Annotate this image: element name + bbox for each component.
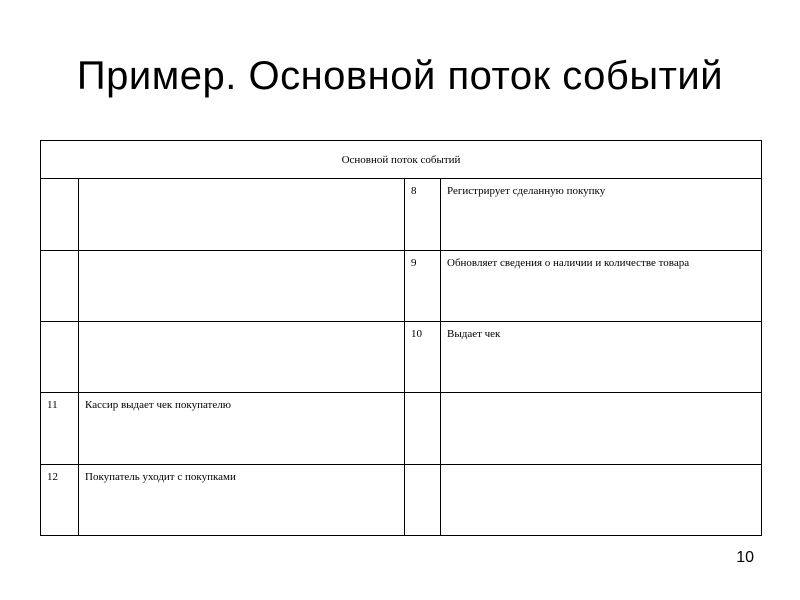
actor-step-text — [79, 250, 405, 321]
slide-title: Пример. Основной поток событий — [76, 54, 724, 98]
system-step-text: Регистрирует сделанную покупку — [441, 179, 762, 250]
table-header-row — [41, 141, 762, 179]
system-step-text: Обновляет сведения о наличии и количестве товара — [441, 250, 762, 321]
actor-step-number: 11 — [41, 393, 79, 464]
system-step-number — [405, 464, 441, 535]
table-row — [41, 250, 762, 321]
actor-step-number: 12 — [41, 464, 79, 535]
actor-step-text — [79, 179, 405, 250]
actor-step-number — [41, 179, 79, 250]
table-row — [41, 179, 762, 250]
page-number: 10 — [736, 549, 754, 566]
actor-step-text: Кассир выдает чек покупателю — [79, 393, 405, 464]
system-step-text — [441, 464, 762, 535]
table-header: Основной поток событий — [41, 141, 762, 179]
system-step-number: 10 — [405, 321, 441, 392]
actor-step-text: Покупатель уходит с покупками — [79, 464, 405, 535]
system-step-text — [441, 393, 762, 464]
table-row — [41, 393, 762, 464]
actor-step-number — [41, 250, 79, 321]
system-step-text: Выдает чек — [441, 321, 762, 392]
main-flow-table — [40, 140, 762, 536]
table-row — [41, 464, 762, 535]
actor-step-number — [41, 321, 79, 392]
system-step-number — [405, 393, 441, 464]
actor-step-text — [79, 321, 405, 392]
system-step-number: 9 — [405, 250, 441, 321]
table-row — [41, 321, 762, 392]
system-step-number: 8 — [405, 179, 441, 250]
